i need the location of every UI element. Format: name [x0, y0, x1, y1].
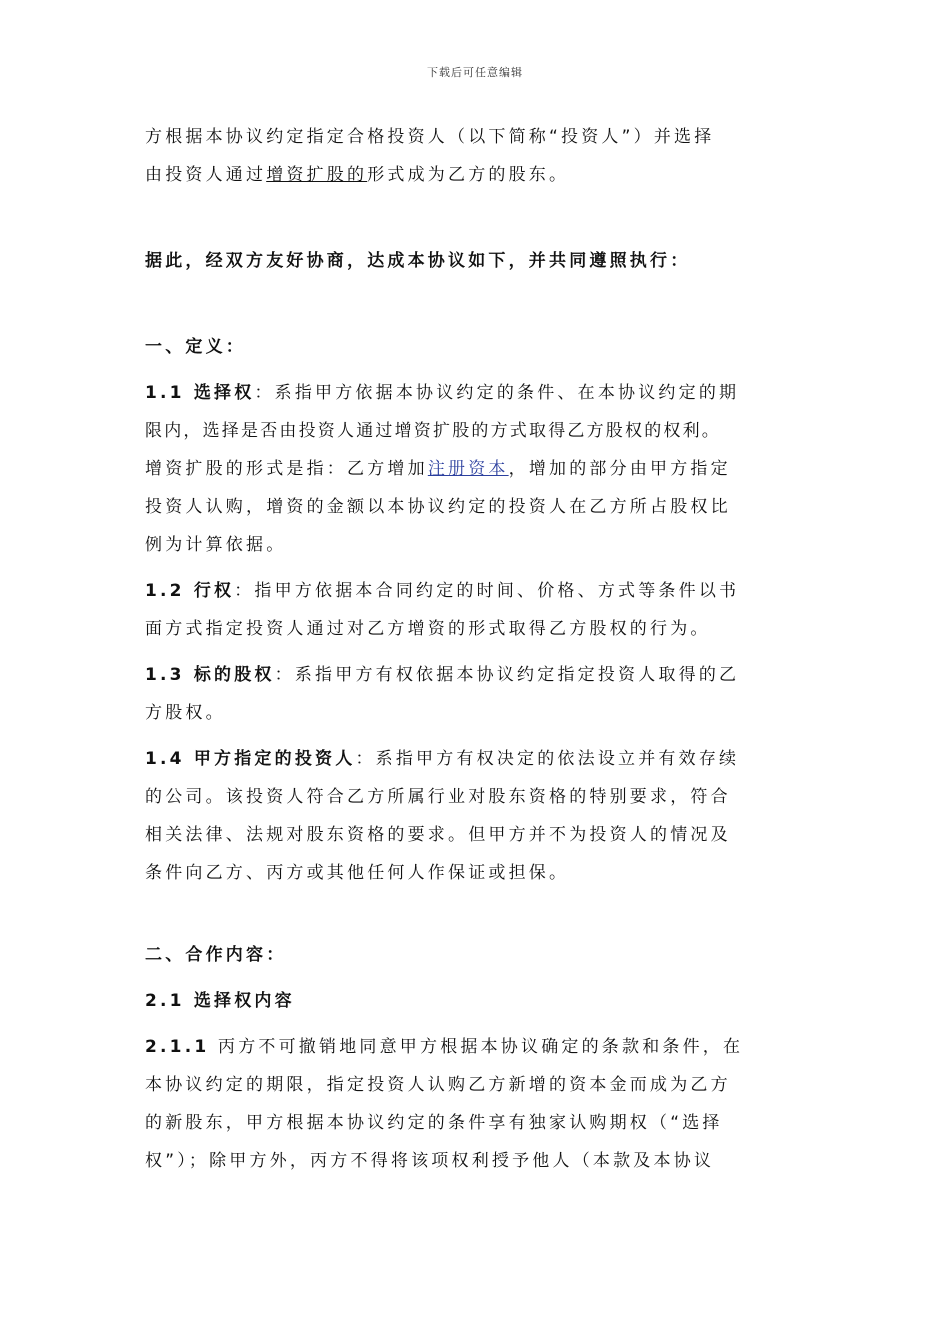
registered-capital-link[interactable]: 注册资本: [427, 459, 509, 479]
section-1-title: 一、定义：: [145, 337, 246, 357]
document-body: [145, 118, 810, 1180]
definition-label: 1.4 甲方指定的投资人: [145, 749, 356, 769]
intro-line-1: 方根据本协议约定指定合格投资人（以下简称“投资人”）并选择: [145, 127, 715, 147]
clause-label: 2.1.1: [145, 1037, 210, 1057]
definition-1-1-line-2: 限内，选择是否由投资人通过增资扩股的方式取得乙方股权的权利。: [145, 421, 721, 441]
section-2-title: 二、合作内容：: [145, 945, 287, 965]
definition-text: ：系指甲方有权依据本协议约定指定投资人取得的乙: [274, 665, 740, 685]
definition-1-4: [145, 740, 810, 778]
intro-text: 由投资人通过: [145, 165, 267, 185]
definition-label: 1.1 选择权: [145, 383, 255, 403]
definition-1-2: [145, 572, 810, 610]
clause-text: 丙方不可撤销地同意甲方根据本协议确定的条款和条件，在: [209, 1037, 744, 1057]
definition-1-3-line-2: 方股权。: [145, 703, 226, 723]
underlined-phrase: 增资扩股的: [266, 165, 368, 185]
page-header: 下载后可任意编辑: [427, 66, 523, 79]
definition-text: ：系指甲方依据本协议约定的条件、在本协议约定的期: [254, 383, 740, 403]
clause-2-1-1-line-2: 本协议约定的期限，指定投资人认购乙方新增的资本金而成为乙方: [145, 1075, 731, 1095]
subsection-2-1-title: 2.1 选择权内容: [145, 991, 295, 1011]
definition-1-1-line-5: 例为计算依据。: [145, 535, 287, 555]
definition-text: ，增加的部分由甲方指定: [508, 459, 731, 479]
clause-2-1-1-line-3: 的新股东，甲方根据本协议约定的条件享有独家认购期权（“选择: [145, 1113, 723, 1133]
agreement-statement: 据此，经双方友好协商，达成本协议如下，并共同遵照执行：: [145, 251, 691, 271]
definition-1-4-line-4: 条件向乙方、丙方或其他任何人作保证或担保。: [145, 863, 570, 883]
intro-text-end: 形式成为乙方的股东。: [367, 165, 570, 185]
definition-text: 增资扩股的形式是指：乙方增加: [145, 459, 428, 479]
definition-1-1-line-4: 投资人认购，增资的金额以本协议约定的投资人在乙方所占股权比: [145, 497, 731, 517]
definition-1-3: [145, 656, 810, 694]
clause-2-1-1-line-4: 权”）；除甲方外，丙方不得将该项权利授予他人（本款及本协议: [145, 1151, 715, 1171]
definition-1-1: [145, 374, 810, 412]
clause-2-1-1: [145, 1028, 810, 1066]
definition-text: ：指甲方依据本合同约定的时间、价格、方式等条件以书: [234, 581, 740, 601]
definition-label: 1.2 行权: [145, 581, 235, 601]
definition-text: ：系指甲方有权决定的依法设立并有效存续: [355, 749, 740, 769]
definition-1-1-line-3: [145, 450, 810, 488]
definition-1-2-line-2: 面方式指定投资人通过对乙方增资的形式取得乙方股权的行为。: [145, 619, 711, 639]
definition-label: 1.3 标的股权: [145, 665, 275, 685]
definition-1-4-line-2: 的公司。该投资人符合乙方所属行业对股东资格的特别要求，符合: [145, 787, 731, 807]
definition-1-4-line-3: 相关法律、法规对股东资格的要求。但甲方并不为投资人的情况及: [145, 825, 731, 845]
intro-line-2: [145, 156, 810, 194]
